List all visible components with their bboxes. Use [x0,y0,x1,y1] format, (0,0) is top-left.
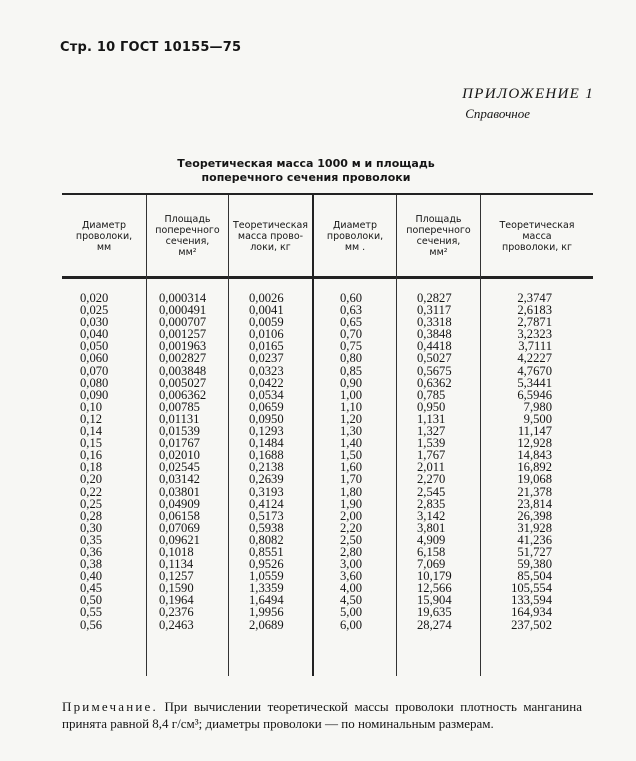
table-cell: 0,18 [80,460,103,475]
table-cell: 1,9956 [249,605,284,620]
table-cell: 0,1484 [249,436,284,451]
table-cell: 1,60 [340,460,363,475]
table-cell: 0,5938 [249,520,284,535]
table-cell: 3,60 [340,569,363,584]
footnote-label: Примечание. [62,699,158,714]
column-mass-1 [249,292,284,631]
column-diameter-1 [80,292,108,631]
table-cell: 0,00785 [159,399,200,414]
table-cell: 4,7670 [517,363,552,378]
table-cell: 0,2639 [249,472,284,487]
table-cell: 3,142 [417,508,446,523]
column-area-1 [159,292,206,631]
table-cell: 0,030 [80,315,109,330]
table-cell: 1,10 [340,399,363,414]
table-cell: 6,00 [340,617,363,632]
table-cell: 0,001257 [159,327,207,342]
table-cell: 3,801 [417,520,446,535]
table-cell: 237,502 [511,617,552,632]
table-cell: 3,2323 [517,327,552,342]
appendix-title: ПРИЛОЖЕНИЕ 1 [462,86,594,102]
table-cell: 10,179 [417,569,452,584]
table-cell: 2,00 [340,508,363,523]
table-cell: 0,60 [340,291,363,305]
table-cell: 2,7871 [517,315,552,330]
table-cell: 0,03142 [159,472,200,487]
table-cell: 133,594 [511,593,552,608]
table-cell: 0,0026 [249,291,284,305]
table-cell: 1,327 [417,424,446,439]
table-cell: 4,2227 [517,351,552,366]
table-cell: 7,980 [523,399,552,414]
table-cell: 19,635 [417,605,452,620]
table-cell: 0,80 [340,351,363,366]
table-cell: 0,000707 [159,315,207,330]
table-cell: 0,22 [80,484,103,499]
table-cell: 0,040 [80,327,109,342]
table-cell: 0,20 [80,472,103,487]
table-cell: 2,011 [417,460,445,475]
table-cell: 0,000491 [159,303,207,318]
table-cell: 1,3359 [249,581,284,596]
table-cell: 0,14 [80,424,103,439]
table-cell: 0,3117 [417,303,452,318]
table-cell: 0,2376 [159,605,194,620]
table-cell: 0,4124 [249,496,284,511]
table-cell: 0,40 [80,569,103,584]
table-cell: 0,06158 [159,508,200,523]
table-cell: 0,70 [340,327,363,342]
table-cell: 0,5027 [417,351,452,366]
table-cell: 0,2138 [249,460,284,475]
table-cell: 0,4418 [417,339,452,354]
header-area-1: Площадь поперечного сечения, мм² [155,214,220,258]
table-cell: 0,28 [80,508,103,523]
table-cell: 0,070 [80,363,109,378]
table-cell: 0,36 [80,544,103,559]
table-cell: 15,904 [417,593,452,608]
table-cell: 0,56 [80,617,103,632]
table-cell: 28,274 [417,617,452,632]
table-cell: 4,00 [340,581,363,596]
table-cell: 0,0106 [249,327,284,342]
table-cell: 0,09621 [159,532,200,547]
table-cell: 0,0041 [249,303,284,318]
table-cell: 105,554 [511,581,552,596]
table-cell: 1,00 [340,387,363,402]
table-cell: 0,0950 [249,411,284,426]
table-cell: 4,50 [340,593,363,608]
table-cell: 0,5675 [417,363,452,378]
table-cell: 0,9526 [249,557,284,572]
table-cell: 0,03801 [159,484,200,499]
table-cell: 0,38 [80,557,103,572]
table-cell: 1,30 [340,424,363,439]
table-cell: 0,2463 [159,617,194,632]
footnote-text: При вычислении теоретической массы проволоки плотность манганина принята равной 8,4 г/см³; диаметры проволоки — по номинальным размерам. [62,699,582,731]
table-cell: 2,545 [417,484,446,499]
table-cell: 1,767 [417,448,446,463]
table-cell: 164,934 [511,605,552,620]
table-cell: 0,001963 [159,339,207,354]
table-cell: 0,12 [80,411,103,426]
table-cell: 16,892 [517,460,552,475]
table-cell: 1,90 [340,496,363,511]
table-cell: 0,006362 [159,387,207,402]
table-cell: 0,1257 [159,569,194,584]
table-cell: 0,3318 [417,315,452,330]
table-cell: 0,04909 [159,496,200,511]
table-cell: 31,928 [517,520,552,535]
table-cell: 0,020 [80,291,109,305]
table-cell: 4,909 [417,532,446,547]
column-area-2 [417,292,452,631]
table-cell: 0,02545 [159,460,200,475]
table-cell: 3,00 [340,557,363,572]
table-cell: 0,5173 [249,508,284,523]
table-title-line-1: Теоретическая масса 1000 м и площадь [177,157,435,170]
table-cell: 14,843 [517,448,552,463]
table-cell: 0,090 [80,387,109,402]
table-cell: 0,003848 [159,363,207,378]
table-cell: 0,0534 [249,387,284,402]
table-cell: 0,8551 [249,544,284,559]
header-mass-1: Теоретическая масса прово- локи, кг [233,219,308,253]
table-cell: 1,70 [340,472,363,487]
table-cell: 6,5946 [517,387,552,402]
table-cell: 0,0237 [249,351,284,366]
table-cell: 1,20 [340,411,363,426]
table-cell: 0,060 [80,351,109,366]
table-cell: 0,15 [80,436,103,451]
table-cell: 19,068 [517,472,552,487]
table-cell: 0,785 [417,387,446,402]
table-cell: 1,0559 [249,569,284,584]
table-title-line-2: поперечного сечения проволоки [201,171,411,184]
table-cell: 5,3441 [517,375,552,390]
table-cell: 5,00 [340,605,363,620]
table-cell: 2,3747 [517,291,552,305]
table-top-rule [62,193,593,195]
table-cell: 2,80 [340,544,363,559]
table-cell: 0,90 [340,375,363,390]
table-cell: 21,378 [517,484,552,499]
table-cell: 0,050 [80,339,109,354]
table-cell: 2,0689 [249,617,284,632]
table-cell: 0,1018 [159,544,194,559]
table-cell: 2,20 [340,520,363,535]
table-cell: 1,131 [417,411,446,426]
table-cell: 0,2827 [417,291,452,305]
table-cell: 2,270 [417,472,446,487]
table-cell: 0,01767 [159,436,200,451]
table-cell: 0,07069 [159,520,200,535]
table-title [0,157,636,185]
table-cell: 0,45 [80,581,103,596]
table-cell: 0,35 [80,532,103,547]
table-cell: 3,7111 [518,339,552,354]
table-cell: 0,0323 [249,363,284,378]
table-cell: 0,50 [80,593,103,608]
table-cell: 0,000314 [159,291,207,305]
table-cell: 0,55 [80,605,103,620]
header-area-2: Площадь поперечного сечения, мм² [406,214,471,258]
column-mass-2 [480,292,552,631]
table-cell: 6,158 [417,544,446,559]
table-cell: 2,835 [417,496,446,511]
table-cell: 0,75 [340,339,363,354]
table-cell: 0,65 [340,315,363,330]
table-cell: 0,01131 [159,411,200,426]
appendix-subtitle: Справочное [465,106,530,121]
table-cell: 1,6494 [249,593,284,608]
table-cell: 0,0059 [249,315,284,330]
table-cell: 0,30 [80,520,103,535]
page-header: Стр. 10 ГОСТ 10155—75 [60,40,242,55]
table-cell: 0,1293 [249,424,284,439]
table-cell: 0,0165 [249,339,284,354]
table-cell: 0,0422 [249,375,284,390]
table-cell: 0,3193 [249,484,284,499]
table-cell: 0,63 [340,303,363,318]
table-cell: 9,500 [523,411,552,426]
table-cell: 0,002827 [159,351,207,366]
table-cell: 0,0659 [249,399,284,414]
table-cell: 0,1134 [159,557,194,572]
table-cell: 0,8082 [249,532,284,547]
table-cell: 1,40 [340,436,363,451]
table-cell: 1,539 [417,436,446,451]
footnote [62,698,582,732]
table-cell: 0,1688 [249,448,284,463]
table-cell: 0,3848 [417,327,452,342]
table-cell: 41,236 [517,532,552,547]
table-cell: 2,6183 [517,303,552,318]
table-cell: 12,566 [417,581,452,596]
table-cell: 2,50 [340,532,363,547]
table-cell: 0,005027 [159,375,207,390]
table-cell: 0,02010 [159,448,200,463]
table-cell: 11,147 [517,424,552,439]
table-cell: 12,928 [517,436,552,451]
table-cell: 0,1964 [159,593,194,608]
table-cell: 26,398 [517,508,552,523]
table-cell: 0,6362 [417,375,452,390]
table-cell: 7,069 [417,557,446,572]
column-diameter-2 [340,292,362,631]
table-cell: 1,80 [340,484,363,499]
table-cell: 1,50 [340,448,363,463]
header-mass-2: Теоретическая масса проволоки, кг [499,219,575,253]
table-cell: 0,950 [417,399,446,414]
table-cell: 0,10 [80,399,103,414]
table-cell: 0,080 [80,375,109,390]
table-cell: 0,16 [80,448,103,463]
table-cell: 0,25 [80,496,103,511]
table-header-rule [62,276,593,279]
header-diameter-1: Диаметр проволоки, мм [75,219,133,253]
table-cell: 0,85 [340,363,363,378]
table-cell: 0,01539 [159,424,200,439]
table-cell: 85,504 [517,569,552,584]
header-diameter-2: Диаметр проволоки, мм . [326,219,384,253]
table-cell: 59,380 [517,557,552,572]
table-cell: 51,727 [517,544,552,559]
table-cell: 23,814 [517,496,552,511]
table-cell: 0,1590 [159,581,194,596]
table-cell: 0,025 [80,303,109,318]
